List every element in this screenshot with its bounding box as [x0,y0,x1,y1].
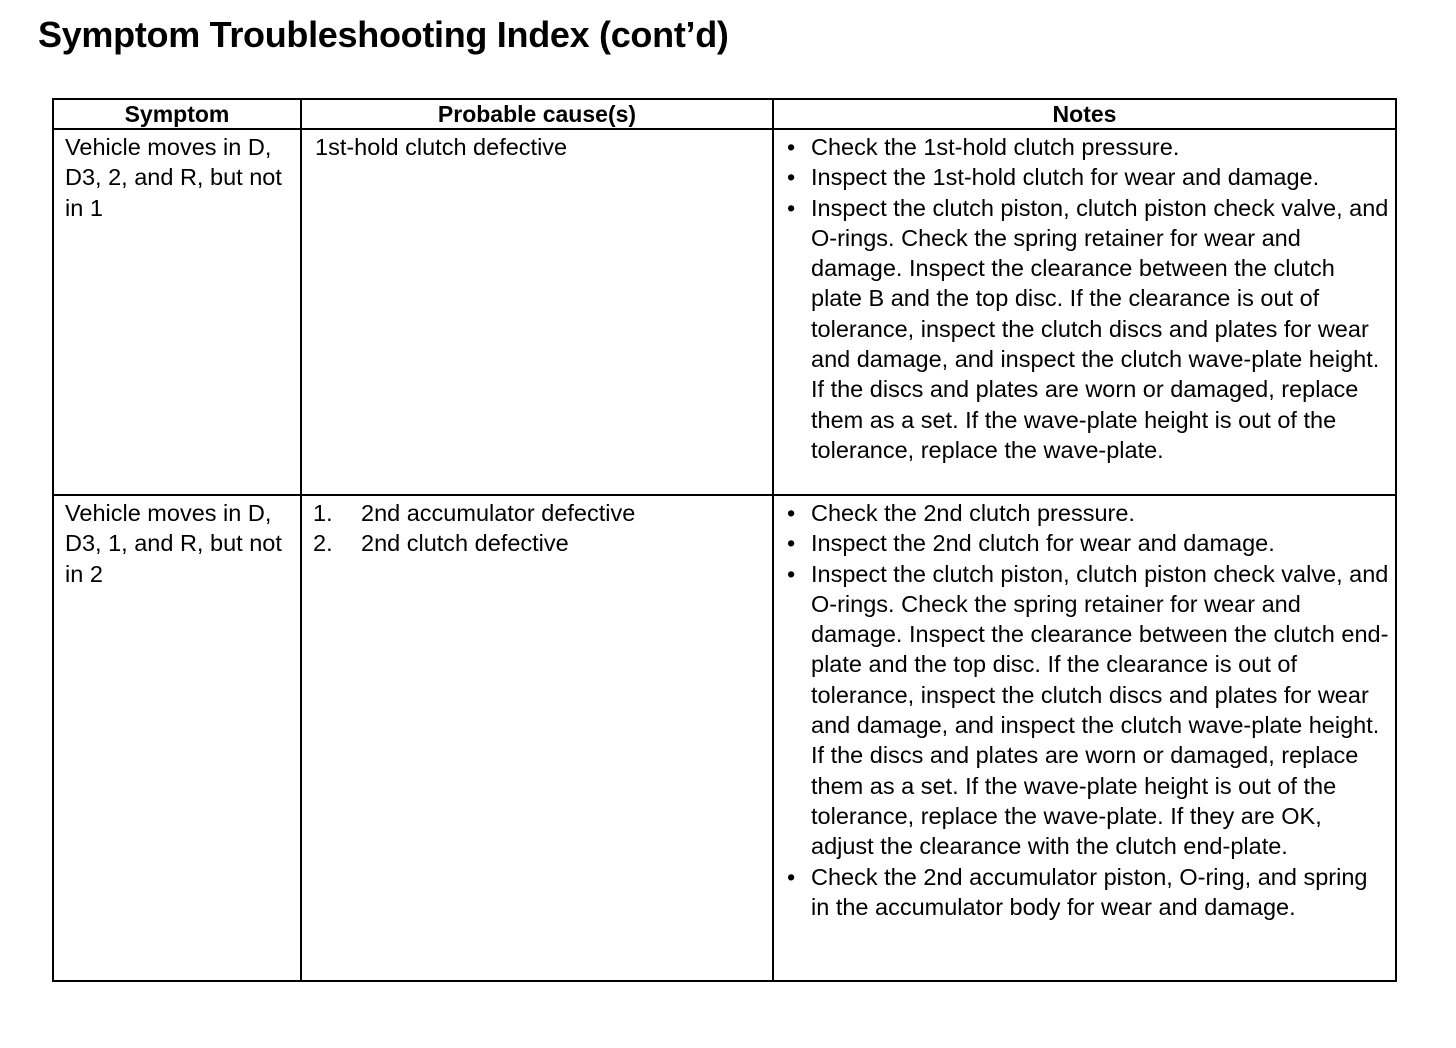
cause-text: 1st-hold clutch defective [315,134,568,160]
table-row [53,495,1396,981]
note-text: Inspect the 2nd clutch for wear and damage. [811,530,1275,557]
bullet-icon: • [787,134,796,160]
note-item [785,132,1389,162]
bullet-icon: • [787,164,796,191]
symptom-cell: Vehicle moves in D, D3, 2, and R, but not in 1 [53,129,301,495]
cause-cell [301,495,773,981]
note-item [785,559,1389,862]
page-title: Symptom Troubleshooting Index (cont’d) [38,14,729,55]
symptom-cell: Vehicle moves in D, D3, 1, and R, but not in 2 [53,495,301,981]
bullet-icon: • [787,530,796,557]
bullet-icon: • [787,560,796,587]
note-item [785,862,1389,923]
note-item [785,193,1389,466]
bullet-icon: • [787,863,796,890]
header-probable-cause: Probable cause(s) [301,99,773,129]
header-symptom: Symptom [53,99,301,129]
note-text: Inspect the 1st-hold clutch for wear and damage. [811,164,1320,191]
cause-cell [301,129,773,495]
cause-list [313,498,766,559]
bullet-icon: • [787,500,796,526]
note-text: Check the 2nd clutch pressure. [811,500,1135,526]
cause-item [313,498,766,528]
note-item [785,498,1389,528]
note-text: Check the 2nd accumulator piston, O-ring, and spring in the accumulator body for wear and damage. [811,863,1368,920]
cause-item [313,528,766,558]
note-text: Inspect the clutch piston, clutch piston check valve, and O-rings. Check the spring retainer for wear and damage. Inspect the clearance between the clutch plate B and the top disc. If the clearance is out of tolerance, inspect the clutch discs and plates for wear and damage, and inspect the clutch wave-plate height. If the discs and plates are worn or damaged, replace them as a set. If the wave-plate height is out of the tolerance, replace the wave-plate. [811,194,1389,463]
notes-list [785,132,1389,465]
table-row [53,129,1396,495]
note-item [785,528,1389,558]
cause-number: 1. [313,500,333,526]
note-text: Inspect the clutch piston, clutch piston check valve, and O-rings. Check the spring retainer for wear and damage. Inspect the clearance between the clutch end-plate and the top disc. If the clearance is out of tolerance, inspect the clutch discs and plates for wear and damage, and inspect the clutch wave-plate height. If the discs and plates are worn or damaged, replace them as a set. If the wave-plate height is out of the tolerance, replace the wave-plate. If they are OK, adjust the clearance with the clutch end-plate. [811,560,1389,860]
notes-cell [773,129,1396,495]
cause-number: 2. [313,530,333,557]
table-header-row [53,99,1396,129]
notes-cell [773,495,1396,981]
notes-list [785,498,1389,922]
header-notes: Notes [773,99,1396,129]
bullet-icon: • [787,194,796,221]
cause-text: 2nd clutch defective [361,530,569,557]
note-item [785,162,1389,192]
note-text: Check the 1st-hold clutch pressure. [811,134,1180,160]
cause-text: 2nd accumulator defective [361,500,636,526]
troubleshooting-table [52,98,1397,982]
